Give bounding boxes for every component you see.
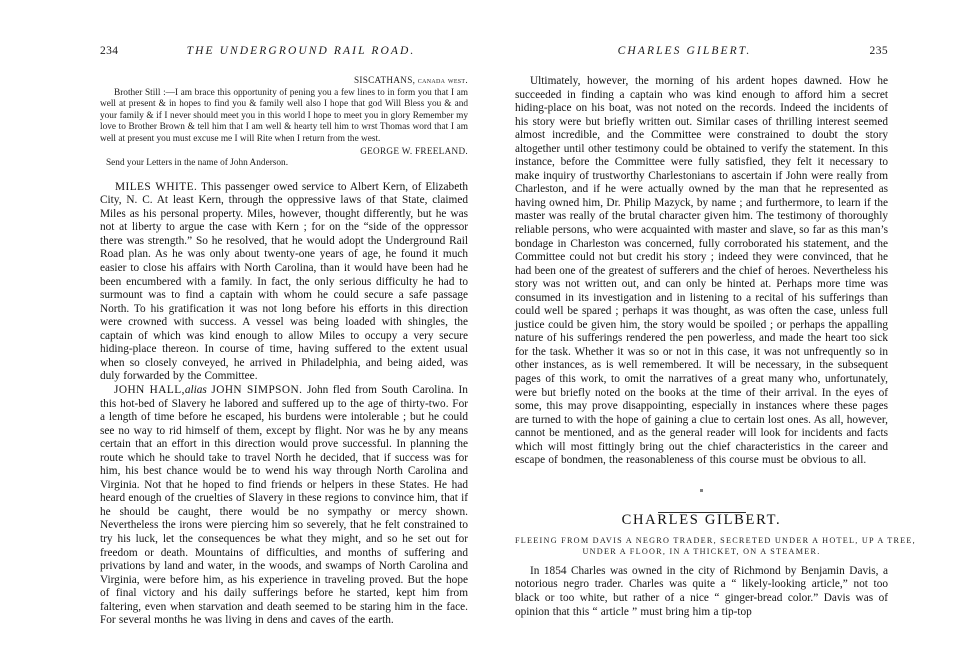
letter-place-line: SISCATHANS, canada west. [353, 75, 468, 85]
section-divider [515, 489, 888, 501]
divider-dot-icon [700, 489, 703, 492]
entry-alias-name-john-simpson: JOHN SIMPSON. [211, 383, 303, 396]
chapter-opening-paragraph: In 1854 Charles was owned in the city of Richmond by Benjamin Davis, a notorious negro trader. Charles was quite a “ likely-looking article,” not too black or too white, but rather of a nice “ ginger-bread color.” Davis was of opinion that this “ article ” must bring him a tip-top [515, 564, 888, 618]
letter-postscript: Send your Letters in the name of John Anderson. [106, 158, 289, 169]
entry-text-miles-white: This passenger owed service to Albert Kern, of Elizabeth City, N. C. At least Kern, through the oppressive laws of that State, claimed Miles as his personal property. Miles, however, thought differently, but he was not at liberty to argue the case with Kern ; for on the “side of the oppressor there was strength.” So he resolved, that he would adopt the Underground Rail Road plan. As he was only about twenty-one years of age, he found it much easier to close his affairs with North Carolina, than it would have been had he been encumbered with a family. In fact, the only serious difficulty he had to surmount was to find a captain with whom he could secure a safe passage North. To his gratification it was not long before his efforts in this direction were crowned with success. A vessel was being loaded with shingles, the captain of which was kind enough to allow Miles to occupy a very secure hiding-place thereon. In course of time, having suffered to the extent usual when so closely conveyed, he arrived in Philadelphia, and being aided, was duly forwarded by the Committee. [100, 180, 468, 383]
freeland-letter [100, 75, 468, 170]
right-page [490, 0, 980, 652]
left-page-folio: 234 [100, 45, 119, 57]
entry-lead-name-john-hall: JOHN HALL, [114, 383, 185, 396]
left-running-head-title: THE UNDERGROUND RAIL ROAD. [186, 45, 416, 57]
entry-alias-label: alias [184, 383, 207, 396]
entry-lead-name-miles-white: MILES WHITE. [115, 180, 198, 193]
continuation-paragraph: Ultimately, however, the morning of his ardent hopes dawned. How he succeeded in finding a captain who was kind enough to afford him a secret hiding-place on his boat, was not noted on the records. Indeed the incidents of his story were but briefly written out. Similar cases of thrilling interest seemed almost incredible, and the Committee were constrained to doubt the story altogether until other testimony could be obtained to verify the statement. In this instance, before the Committee were fully satisfied, they felt it necessary to make inquiry of trustworthy Charlestonians to ascertain if John were really from Charleston, and if he were actually owned by the man that he represented as having owned him, Dr. Philip Mazyck, by name ; and furthermore, to learn if the master was really of the brutal character given him. The testimony of thoroughly reliable persons, who were acquainted with master and slave, so far as this man’s bondage in Charleston was concerned, fully corroborated his statement, and the Committee could not but credit his story ; indeed they were convinced, that he had been one of the greatest of sufferers and the chief of heroes. Nevertheless his story was not written out, and can only be hinted at. Perhaps more time was consumed in its investigation and in listening to a recital of his sufferings than could well be spared ; perhaps it was thought, as was often the case, unless full justice could be given him, the story would be spoiled ; or perhaps the appalling nature of his sufferings rendered the pen powerless, and made the heart too sick for the task. Whether it was so or not in this case, it was not unfrequently so in other instances, as is well remembered. It will be necessary, in the subsequent pages of this work, to omit the narratives of a great many who, unfortunately, were but briefly noted on the books at the time of their arrival. In the eyes of some, this may prove disappointing, especially in instances where these pages are turned to with the hope of gaining a clue to certain lost ones. As all, however, cannot be mentioned, and as the general reader will look for incidents and facts which will most fittingly bring out the chief characteristics in the career and escape of bondmen, the reasonableness of this course must be obvious to all. [515, 75, 888, 467]
chapter-subtitle-line-2: UNDER A FLOOR, IN A THICKET, ON A STEAMER. [582, 547, 821, 557]
entry-text-john-hall: John fled from South Carolina. In this hot-bed of Slavery he labored and suffered up to the age of thirty-two. For a length of time before he escaped, his burdens were intolerable ; but he could see no way to rid himself of them, except by flight. Nor was he by any means certain that an effort in this direction would prove successful. In planning the route which he should take to travel North he decided, that if success was for him, his best chance would be to wend his way through North Carolina and Virginia. Not that he hoped to find friends or helpers in these States. He had heard enough of the cruelties of Slavery in these regions to convince him, that if he should be caught, there would be no sympathy or mercy shown. Nevertheless the irons were piercing him so severely, that he felt constrained to try his luck, let the consequences be what they might, and so he set out for freedom or death. Mountains of difficulties, and months of suffering and privations by land and water, in the woods, and swamps of North Carolina and Virginia, were before him, as his experience in traveling proved. But the hope of final victory and his daily sufferings before he started, kept him from faltering, even when starvation and death seemed to be staring him in the face. For several months he was living in dens and caves of the earth. [100, 383, 468, 627]
right-running-head-title: CHARLES GILBERT. [617, 45, 752, 57]
chapter-title: CHARLES GILBERT. [621, 511, 782, 528]
letter-signature: GEORGE W. FREELAND. [360, 145, 468, 156]
left-running-head [100, 45, 468, 61]
chapter-subtitle-line-1: FLEEING FROM DAVIS A NEGRO TRADER, SECRETED UNDER A HOTEL, UP A TREE, [515, 535, 916, 545]
right-running-head [515, 45, 888, 61]
entry-miles-white [100, 181, 468, 384]
entry-john-hall [100, 384, 468, 628]
right-page-folio: 235 [869, 45, 888, 57]
letter-body: Brother Still :—I am brace this opportunity of pening you a few lines to in form you that I am well at present & in hopes to find you & family well also I hope that god Will Bless you & and your family & if I never should meet you in this world I hope to meet you in glory Remember my love to Brother Brown & tell him that I am well & hearty tell him to wrst Thomas word that I am well at present you must excuse me I will Rite when I return from the west. [100, 87, 468, 144]
